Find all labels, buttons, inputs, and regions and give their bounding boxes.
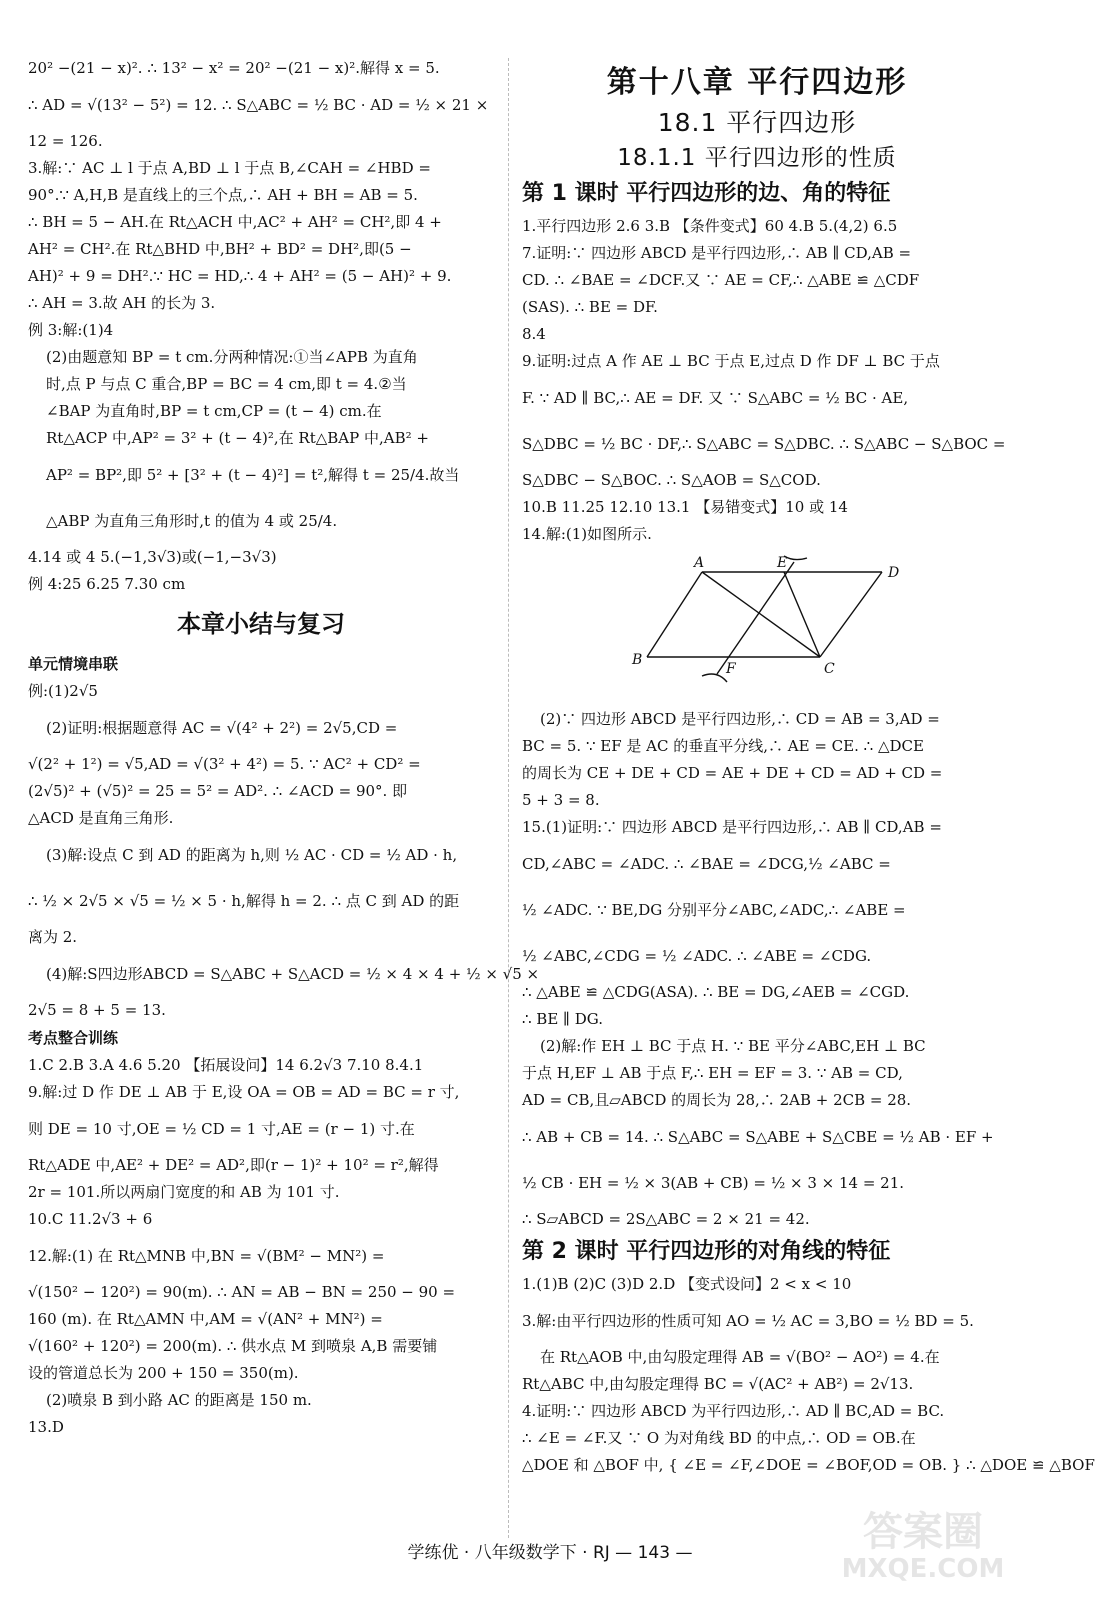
text-line: S△DBC = ½ BC · DF,∴ S△ABC = S△DBC. ∴ S△ABC − S△BOC = [522, 435, 1006, 453]
label-c: C [824, 661, 835, 677]
text-line: ∴ BH = 5 − AH.在 Rt△ACH 中,AC² + AH² = CH²,即 4 + [28, 213, 442, 231]
text-line: △ABP 为直角三角形时,t 的值为 4 或 25/4. [46, 512, 338, 530]
text-line: 例:(1)2√5 [28, 682, 98, 700]
left-column [28, 55, 540, 1530]
text-line: 13.D [28, 1418, 64, 1436]
page-footer: 学练优 · 八年级数学下 · RJ — 143 — [407, 1543, 693, 1563]
label-e: E [777, 555, 788, 571]
lesson1-block [522, 213, 1006, 548]
lesson2-block [522, 1271, 1095, 1479]
text-line: ∴ AH = 3.故 AH 的长为 3. [28, 294, 216, 312]
text-line: CD. ∴ ∠BAE = ∠DCF.又 ∵ AE = CF,∴ △ABE ≌ △CDF [522, 271, 920, 289]
watermark-logo [838, 1500, 1008, 1595]
text-line: Rt△ACP 中,AP² = 3² + (t − 4)²,在 Rt△BAP 中,AB² + [46, 429, 429, 447]
section-title: 18.1 平行四边形 [657, 108, 857, 137]
text-line: ∴ S▱ABCD = 2S△ABC = 2 × 21 = 42. [522, 1210, 810, 1228]
column-divider [508, 58, 509, 1538]
text-line: 1.(1)B (2)C (3)D 2.D 【变式设问】2 < x < 10 [522, 1275, 852, 1293]
text-line: ½ ∠ABC,∠CDG = ½ ∠ADC. ∴ ∠ABE = ∠CDG. [522, 947, 872, 965]
label-f: F [726, 661, 736, 677]
text-line: 1.C 2.B 3.A 4.6 5.20 【拓展设问】14 6.2√3 7.10 8.4.1 [28, 1056, 424, 1074]
text-line: 12.解:(1) 在 Rt△MNB 中,BN = √(BM² − MN²) = [28, 1247, 385, 1265]
text-line: AH² = CH².在 Rt△BHD 中,BH² + BD² = DH²,即(5 − [28, 240, 412, 258]
arc-mark-bottom [702, 674, 727, 682]
text-line: 2√5 = 8 + 5 = 13. [28, 1001, 166, 1019]
text-line: ∴ ½ × 2√5 × √5 = ½ × 5 · h,解得 h = 2. ∴ 点 C 到 AD 的距 [28, 892, 460, 910]
parallelogram-figure [522, 552, 992, 702]
arc-mark-top [784, 556, 807, 560]
text-line: √(2² + 1²) = √5,AD = √(3² + 4²) = 5. ∵ AC² + CD² = [28, 755, 421, 773]
text-line: 15.(1)证明:∵ 四边形 ABCD 是平行四边形,∴ AB ∥ CD,AB = [522, 818, 942, 836]
text-line: F. ∵ AD ∥ BC,∴ AE = DF. 又 ∵ S△ABC = ½ BC · AE, [522, 389, 909, 407]
text-line: 5 + 3 = 8. [522, 791, 600, 809]
lesson1-continued-block [522, 706, 992, 1233]
text-line: ∴ AD = √(13² − 5²) = 12. ∴ S△ABC = ½ BC · AD = ½ × 21 × [28, 96, 489, 114]
unit-section-title: 单元情境串联 [28, 655, 119, 673]
left-top-block [28, 55, 494, 598]
text-line: S△DBC − S△BOC. ∴ S△AOB = S△COD. [522, 471, 821, 489]
segment-dc [820, 572, 882, 657]
right-column [522, 55, 1095, 1530]
segment-ab [647, 572, 702, 657]
text-line: 4.14 或 4 5.(−1,3√3)或(−1,−3√3) [28, 548, 277, 566]
text-line: 3.解:∵ AC ⊥ l 于点 A,BD ⊥ l 于点 B,∠CAH = ∠HBD = [28, 159, 431, 177]
text-line: △ACD 是直角三角形. [28, 809, 174, 827]
text-line: ∴ AB + CB = 14. ∴ S△ABC = S△ABE + S△CBE = ½ AB · EF + [522, 1128, 994, 1146]
exam-section-title: 考点整合训练 [28, 1029, 119, 1047]
text-line: 1.平行四边形 2.6 3.B 【条件变式】60 4.B 5.(4,2) 6.5 [522, 217, 898, 235]
text-line: BC = 5. ∵ EF 是 AC 的垂直平分线,∴ AE = CE. ∴ △DCE [522, 737, 924, 755]
text-line: 10.C 11.2√3 + 6 [28, 1210, 153, 1228]
text-line: 12 = 126. [28, 132, 103, 150]
chapter-title: 第十八章 平行四边形 [606, 65, 908, 100]
text-line: ∴ ∠E = ∠F.又 ∵ O 为对角线 BD 的中点,∴ OD = OB.在 [522, 1429, 916, 1447]
text-line: 的周长为 CE + DE + CD = AE + DE + CD = AD + CD = [522, 764, 943, 782]
text-line: (2)解:作 EH ⊥ BC 于点 H. ∵ BE 平分∠ABC,EH ⊥ BC [540, 1037, 926, 1055]
text-line: 于点 H,EF ⊥ AB 于点 F,∴ EH = EF = 3. ∵ AB = CD, [522, 1064, 903, 1082]
label-a: A [694, 555, 705, 571]
text-line: (3)解:设点 C 到 AD 的距离为 h,则 ½ AC · CD = ½ AD · h, [46, 846, 458, 864]
text-line: 离为 2. [28, 928, 78, 946]
text-line: △DOE 和 △BOF 中, { ∠E = ∠F,∠DOE = ∠BOF,OD = OB. } ∴ △DOE ≌ △BOF [522, 1456, 1095, 1474]
text-line: (2)由题意知 BP = t cm.分两种情况:①当∠APB 为直角 [46, 348, 418, 366]
lesson2-title: 第 2 课时 平行四边形的对角线的特征 [522, 1239, 891, 1264]
text-line: 例 4:25 6.25 7.30 cm [28, 575, 186, 593]
text-line: (2)喷泉 B 到小路 AC 的距离是 150 m. [46, 1391, 312, 1409]
text-line: 8.4 [522, 325, 546, 343]
text-line: (2√5)² + (√5)² = 25 = 5² = AD². ∴ ∠ACD = 90°. 即 [28, 782, 408, 800]
text-line: (2)∵ 四边形 ABCD 是平行四边形,∴ CD = AB = 3,AD = [540, 710, 940, 728]
text-line: 则 DE = 10 寸,OE = ½ CD = 1 寸,AE = (r − 1) 寸.在 [28, 1120, 415, 1138]
text-line: (4)解:S四边形ABCD = S△ABC + S△ACD = ½ × 4 × 4 + ½ × √5 × [46, 965, 540, 983]
text-line: (2)证明:根据题意得 AC = √(4² + 2²) = 2√5,CD = [46, 719, 398, 737]
text-line: AD = CB,且▱ABCD 的周长为 28,∴ 2AB + 2CB = 28. [522, 1091, 912, 1109]
text-line: AP² = BP²,即 5² + [3² + (t − 4)²] = t²,解得 t = 25/4.故当 [46, 466, 460, 484]
text-line: ½ ∠ADC. ∵ BE,DG 分别平分∠ABC,∠ADC,∴ ∠ABE = [522, 901, 906, 919]
text-line: 90°.∵ A,H,B 是直线上的三个点,∴ AH + BH = AB = 5. [28, 186, 418, 204]
text-line: 7.证明:∵ 四边形 ABCD 是平行四边形,∴ AB ∥ CD,AB = [522, 244, 912, 262]
subsection-title: 18.1.1 平行四边形的性质 [617, 145, 897, 171]
text-line: 在 Rt△AOB 中,由勾股定理得 AB = √(BO² − AO²) = 4.在 [540, 1348, 940, 1366]
text-line: ∠BAP 为直角时,BP = t cm,CP = (t − 4) cm.在 [46, 402, 382, 420]
text-line: Rt△ABC 中,由勾股定理得 BC = √(AC² + AB²) = 2√13. [522, 1375, 914, 1393]
text-line: ∴ BE ∥ DG. [522, 1010, 603, 1028]
text-line: ∴ △ABE ≌ △CDG(ASA). ∴ BE = DG,∠AEB = ∠CGD. [522, 983, 910, 1001]
text-line: 14.解:(1)如图所示. [522, 525, 652, 543]
text-line: CD,∠ABC = ∠ADC. ∴ ∠BAE = ∠DCG,½ ∠ABC = [522, 855, 891, 873]
label-d: D [888, 565, 900, 581]
text-line: 设的管道总长为 200 + 150 = 350(m). [28, 1364, 299, 1382]
text-line: AH)² + 9 = DH².∵ HC = HD,∴ 4 + AH² = (5 − AH)² + 9. [28, 267, 452, 285]
text-line: 160 (m). 在 Rt△AMN 中,AM = √(AN² + MN²) = [28, 1310, 383, 1328]
text-line: ½ CB · EH = ½ × 3(AB + CB) = ½ × 3 × 14 = 21. [522, 1174, 905, 1192]
text-line: 3.解:由平行四边形的性质可知 AO = ½ AC = 3,BO = ½ BD = 5. [522, 1312, 974, 1330]
text-line: 20² −(21 − x)². ∴ 13² − x² = 20² −(21 − x)².解得 x = 5. [28, 59, 440, 77]
text-line: 9.证明:过点 A 作 AE ⊥ BC 于点 E,过点 D 作 DF ⊥ BC 于点 [522, 352, 940, 370]
text-line: 10.B 11.25 12.10 13.1 【易错变式】10 或 14 [522, 498, 848, 516]
text-line: √(150² − 120²) = 90(m). ∴ AN = AB − BN = 250 − 90 = [28, 1283, 456, 1301]
text-line: 例 3:解:(1)4 [28, 321, 114, 339]
text-line: Rt△ADE 中,AE² + DE² = AD²,即(r − 1)² + 10² = r²,解得 [28, 1156, 439, 1174]
text-line: 时,点 P 与点 C 重合,BP = BC = 4 cm,即 t = 4.②当 [46, 375, 407, 393]
text-line: (SAS). ∴ BE = DF. [522, 298, 658, 316]
text-line: 9.解:过 D 作 DE ⊥ AB 于 E,设 OA = OB = AD = BC = r 寸, [28, 1083, 460, 1101]
watermark-sub: MXQE.COM [841, 1554, 1005, 1584]
unit-block [28, 678, 540, 1024]
text-line: 2r = 101.所以两扇门宽度的和 AB 为 101 寸. [28, 1183, 340, 1201]
lesson1-title: 第 1 课时 平行四边形的边、角的特征 [522, 181, 891, 206]
text-line: 4.证明:∵ 四边形 ABCD 为平行四边形,∴ AD ∥ BC,AD = BC. [522, 1402, 945, 1420]
text-line: √(160² + 120²) = 200(m). ∴ 供水点 M 到喷泉 A,B 需要铺 [28, 1337, 438, 1355]
exam-block [28, 1052, 494, 1441]
watermark-main: 答案圈 [863, 1509, 983, 1555]
label-b: B [632, 652, 643, 668]
summary-title: 本章小结与复习 [177, 610, 345, 638]
